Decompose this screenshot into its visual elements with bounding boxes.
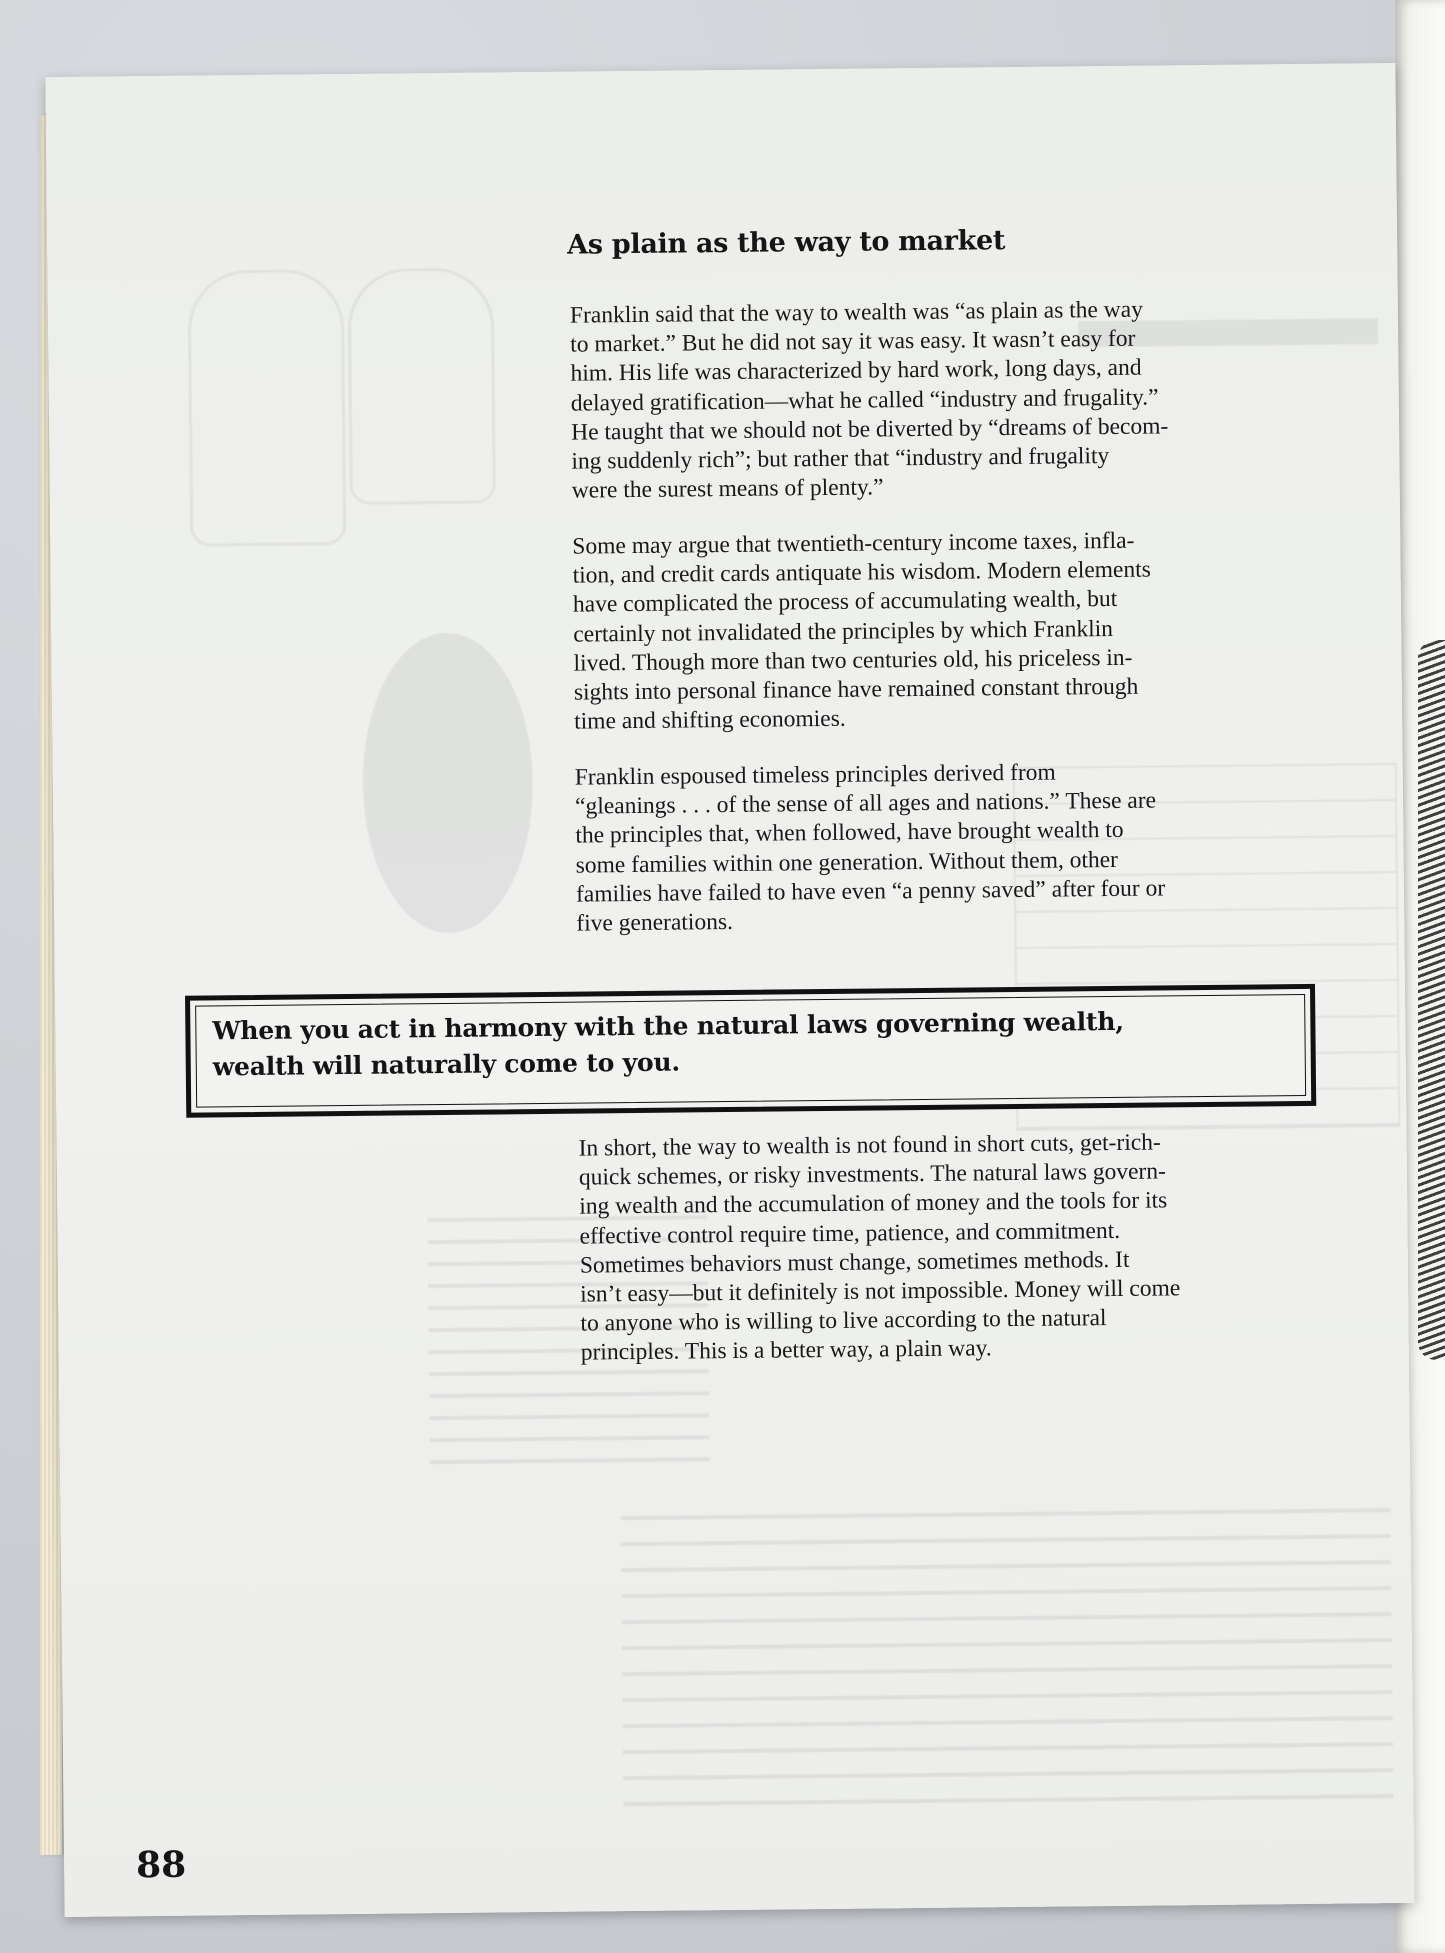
- show-through-text-block: [621, 1508, 1394, 1816]
- paragraph-1: [570, 294, 1312, 506]
- callout-line: wealth will naturally come to you.: [212, 1047, 681, 1082]
- show-through-illustration: [361, 632, 534, 934]
- text-line: time and shifting economies.: [574, 705, 846, 735]
- book-page: [45, 63, 1414, 1917]
- show-through-figure-left: [187, 269, 346, 547]
- text-line: Some may argue that twentieth-century income taxes, infla-: [572, 527, 1135, 560]
- section-heading: As plain as the way to market: [567, 225, 1006, 261]
- text-line: “gleanings . . . of the sense of all ages and nations.” These are: [574, 787, 1157, 820]
- text-line: tion, and credit cards antiquate his wisdom. Modern elements: [572, 556, 1151, 589]
- text-line: were the surest means of plenty.”: [571, 474, 884, 504]
- text-line: Franklin espoused timeless principles derived from: [574, 759, 1056, 791]
- text-line: certainly not invalidated the principles by which Franklin: [573, 615, 1114, 648]
- text-line: five generations.: [576, 908, 734, 937]
- text-line: have complicated the process of accumulating wealth, but: [572, 586, 1118, 619]
- text-line: him. His life was characterized by hard work, long days, and: [570, 355, 1142, 388]
- text-line: principles. This is a better way, a plain way.: [580, 1335, 992, 1367]
- page-number: 88: [135, 1843, 187, 1887]
- paragraph-2: [572, 525, 1314, 737]
- text-line: families have failed to have even “a penny saved” after four or: [575, 875, 1166, 908]
- text-line: sights into personal finance have remained constant through: [573, 673, 1139, 706]
- paragraph-4: [579, 1127, 1321, 1368]
- text-line: to anyone who is willing to live according to the natural: [580, 1305, 1107, 1337]
- callout-line: When you act in harmony with the natural laws governing wealth,: [212, 1006, 1124, 1046]
- show-through-figure-right: [347, 267, 495, 505]
- text-line: delayed gratification—what he called “industry and frugality.”: [570, 384, 1159, 417]
- text-line: In short, the way to wealth is not found in short cuts, get-rich-: [578, 1129, 1161, 1162]
- text-line: effective control require time, patience, and commitment.: [579, 1217, 1121, 1250]
- text-line: ing suddenly rich”; but rather that “industry and frugality: [571, 443, 1110, 475]
- text-line: to market.” But he did not say it was easy. It wasn’t easy for: [570, 325, 1136, 358]
- callout-quote: [212, 1004, 1124, 1086]
- facing-page-illustration: [1418, 640, 1445, 1360]
- paragraph-3: [575, 756, 1317, 939]
- text-line: He taught that we should not be diverted by “dreams of becom-: [571, 413, 1169, 446]
- text-line: lived. Though more than two centuries old, his priceless in-: [573, 644, 1133, 677]
- text-line: some families within one generation. Without them, other: [575, 846, 1119, 879]
- text-line: quick schemes, or risky investments. The natural laws govern-: [578, 1158, 1166, 1191]
- text-line: ing wealth and the accumulation of money and the tools for its: [579, 1187, 1168, 1220]
- text-line: Sometimes behaviors must change, sometimes methods. It: [579, 1246, 1130, 1279]
- text-line: isn’t easy—but it definitely is not impossible. Money will come: [580, 1275, 1181, 1308]
- callout-box: [185, 984, 1316, 1118]
- text-line: Franklin said that the way to wealth was “as plain as the way: [569, 296, 1144, 329]
- text-line: the principles that, when followed, have brought wealth to: [575, 817, 1124, 850]
